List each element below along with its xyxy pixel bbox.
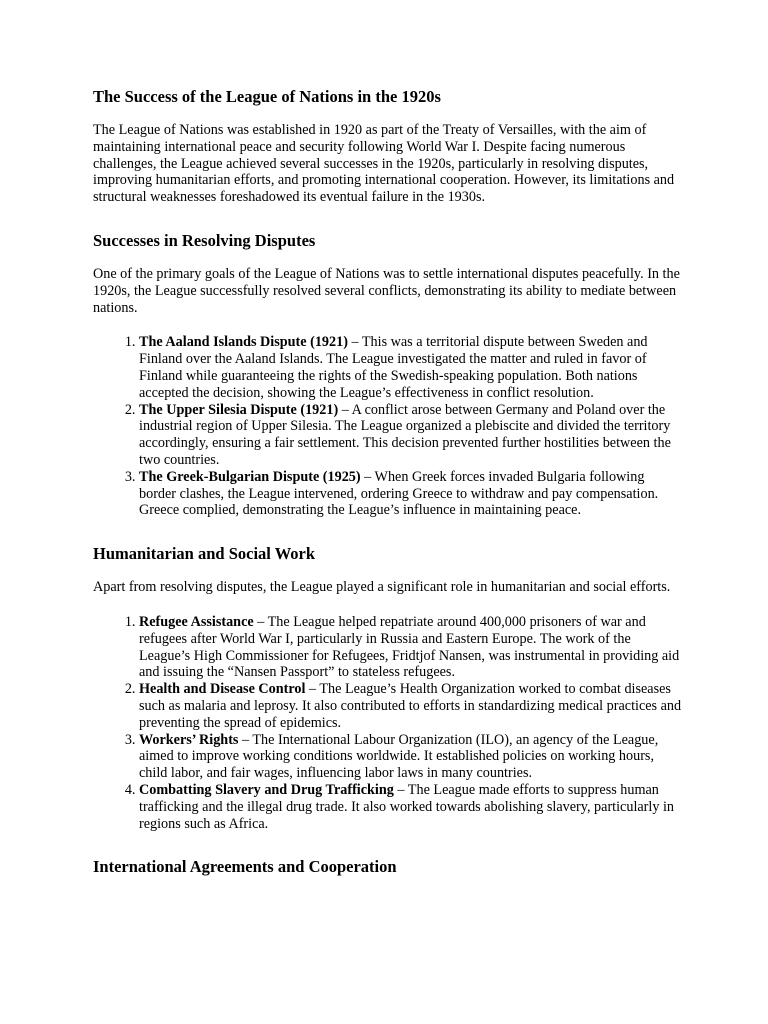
list-item	[139, 469, 683, 519]
section-heading-humanitarian: Humanitarian and Social Work	[93, 544, 316, 564]
list-item	[139, 732, 683, 782]
list-item-title: The Upper Silesia Dispute (1921)	[139, 401, 339, 418]
list-item	[139, 402, 683, 469]
humanitarian-list	[93, 614, 683, 832]
list-item-text: – The League helped repatriate around 400,000 prisoners of war and refugees after World War I, particularly in Russia and Eastern Europe. The work of the League’s High Commissioner for Refugees, Fridtjof Nansen, was instrumental in providing aid and issuing the “Nansen Passport” to stateless refugees.	[139, 613, 680, 681]
list-item-title: Refugee Assistance	[139, 613, 254, 630]
list-item	[139, 614, 683, 681]
disputes-list	[93, 334, 683, 519]
list-item-text: – The League’s Health Organization worked to combat diseases such as malaria and leprosy. It also contributed to efforts in standardizing medical practices and preventing the spread of epidemics.	[139, 681, 682, 731]
list-item-text: – The International Labour Organization (ILO), an agency of the League, aimed to improve working conditions worldwide. It established policies on working hours, child labor, and fair wages, influencing labor laws in many countries.	[139, 731, 659, 782]
document-page	[93, 86, 683, 892]
intro-paragraph: The League of Nations was established in 1920 as part of the Treaty of Versailles, with the aim of maintaining international peace and security following World War I. Despite facing numerous challenges, the League achieved several successes in the 1920s, particularly in resolving disputes, improving humanitarian efforts, and promoting international cooperation. However, its limitations and structural weaknesses foreshadowed its eventual failure in the 1930s.	[93, 122, 675, 206]
list-item	[139, 782, 683, 832]
list-item-title: The Aaland Islands Dispute (1921)	[139, 334, 348, 351]
list-item-text: – This was a territorial dispute between Sweden and Finland over the Aaland Islands. The League investigated the matter and ruled in favor of Finland while guaranteeing the rights of the Swedish-speaking population. Both nations accepted the decision, showing the League’s effectiveness in conflict resolution.	[139, 334, 648, 401]
list-item-title: Health and Disease Control	[139, 681, 306, 698]
document-title: The Success of the League of Nations in the 1920s	[93, 87, 441, 106]
section-heading-resolving-disputes: Successes in Resolving Disputes	[93, 230, 316, 250]
list-item-title: Workers’ Rights	[139, 731, 239, 748]
list-item-text: – A conflict arose between Germany and Poland over the industrial region of Upper Silesia. The League organized a plebiscite and divided the territory accordingly, ensuring a fair settlement. This decision prevented further hostilities between the two countries.	[139, 401, 671, 468]
section-paragraph-resolving-disputes: One of the primary goals of the League of Nations was to settle international disputes peacefully. In the 1920s, the League successfully resolved several conflicts, demonstrating its ability to mediate between nations.	[93, 265, 680, 316]
list-item-text: – When Greek forces invaded Bulgaria following border clashes, the League intervened, ordering Greece to withdraw and pay compensation. Greece complied, demonstrating the League’s influence in maintaining peace.	[139, 468, 659, 519]
section-paragraph-humanitarian: Apart from resolving disputes, the League played a significant role in humanitarian and social efforts.	[93, 579, 671, 596]
list-item	[139, 681, 683, 731]
list-item	[139, 334, 683, 401]
list-item-title: Combatting Slavery and Drug Trafficking	[139, 781, 394, 798]
section-heading-international-agreements: International Agreements and Cooperation	[93, 857, 397, 877]
list-item-text: – The League made efforts to suppress human trafficking and the illegal drug trade. It also worked towards abolishing slavery, particularly in regions such as Africa.	[139, 781, 675, 832]
list-item-title: The Greek-Bulgarian Dispute (1925)	[139, 468, 361, 485]
